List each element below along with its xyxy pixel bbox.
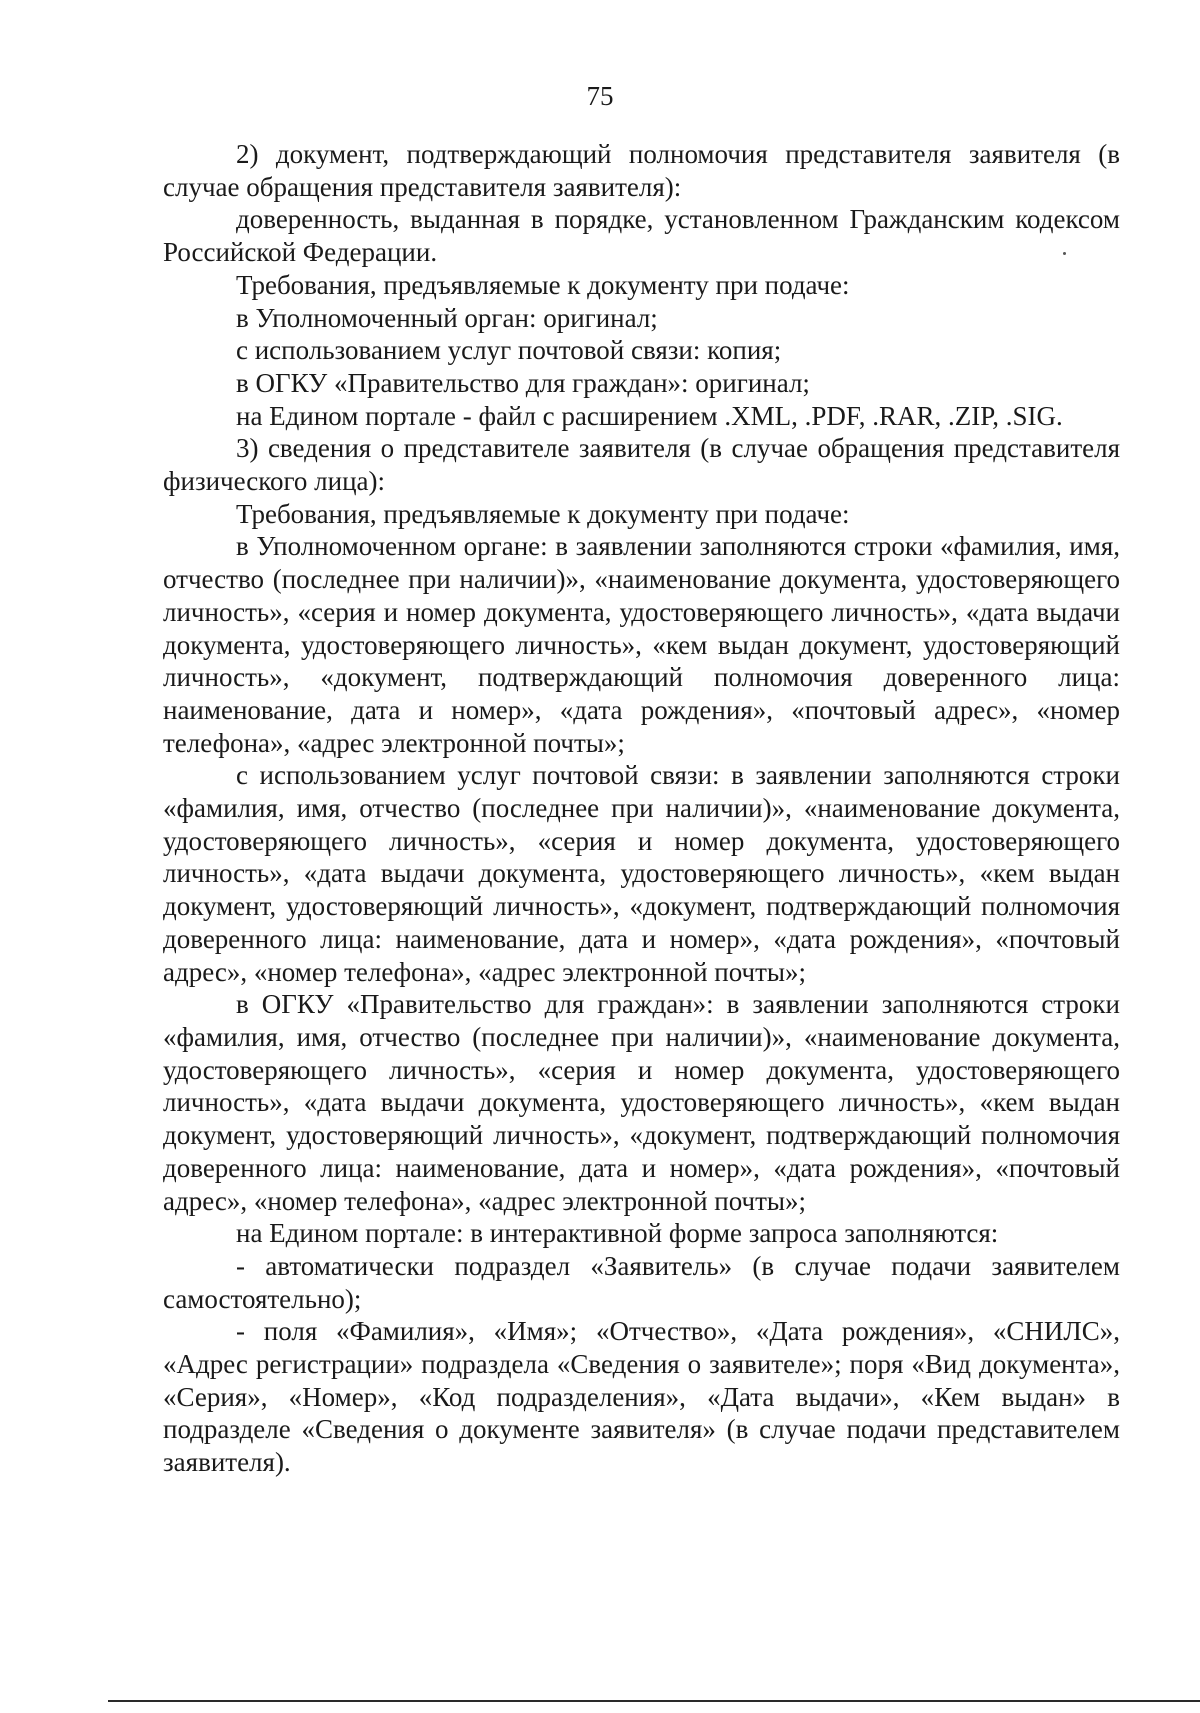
paragraph-authorized-body: в Уполномоченный орган: оригинал;	[236, 302, 658, 333]
paragraph-item-3: 3) сведения о представителе заявителя (в случае обращения представителя физического лица):	[163, 433, 1120, 497]
paragraph-ogku-fields: в ОГКУ «Правительство для граждан»: в заявлении заполняются строки «фамилия, имя, отчество (последнее при наличии)», «наименование документа, удостоверяющего личность», «серия и номер документа, удостоверяющего личность», «дата выдачи документа, удостоверяющего личность», «кем выдан документ, удостоверяющий личность», «документ, подтверждающий полномочия доверенного лица: наименование, дата и номер», «дата рождения», «почтовый адрес», «номер телефона», «адрес электронной почты»;	[163, 989, 1120, 1216]
paragraph-requirements-heading: Требования, предъявляемые к документу при подаче:	[236, 269, 850, 300]
paragraph-postal: с использованием услуг почтовой связи: копия;	[236, 335, 782, 366]
page-number: 75	[586, 81, 614, 111]
paragraph-form-fields: - поля «Фамилия», «Имя»; «Отчество», «Дата рождения», «СНИЛС», «Адрес регистрации» подраздела «Сведения о заявителе»; поря «Вид документа», «Серия», «Номер», «Код подразделения», «Дата выдачи», «Кем выдан» в подразделе «Сведения о документе заявителя» (в случае подачи представителем заявителя).	[163, 1316, 1120, 1478]
paragraph-power-of-attorney: доверенность, выданная в порядке, установленном Гражданским кодексом Российской Федерации.	[163, 204, 1120, 268]
document-body	[163, 138, 1120, 1479]
paragraph-authorized-body-fields: в Уполномоченном органе: в заявлении заполняются строки «фамилия, имя, отчество (последнее при наличии)», «наименование документа, удостоверяющего личность», «серия и номер документа, удостоверяющего личность», «дата выдачи документа, удостоверяющего личность», «кем выдан документ, удостоверяющий личность», «документ, подтверждающий полномочия доверенного лица: наименование, дата и номер», «дата рождения», «почтовый адрес», «номер телефона», «адрес электронной почты»;	[163, 531, 1120, 758]
paragraph-ogku: в ОГКУ «Правительство для граждан»: оригинал;	[236, 367, 810, 398]
paragraph-postal-fields: с использованием услуг почтовой связи: в заявлении заполняются строки «фамилия, имя, отчество (последнее при наличии)», «наименование документа, удостоверяющего личность», «серия и номер документа, удостоверяющего личность», «дата выдачи документа, удостоверяющего личность», «кем выдан документ, удостоверяющий личность», «документ, подтверждающий полномочия доверенного лица: наименование, дата и номер», «дата рождения», «почтовый адрес», «номер телефона», «адрес электронной почты»;	[163, 760, 1120, 987]
paragraph-unified-portal-files: на Едином портале - файл с расширением .XML, .PDF, .RAR, .ZIP, .SIG.	[236, 400, 1063, 431]
paragraph-requirements-heading-2: Требования, предъявляемые к документу при подаче:	[236, 498, 850, 529]
paragraph-auto-subsection: - автоматически подраздел «Заявитель» (в случае подачи заявителем самостоятельно);	[163, 1250, 1120, 1314]
paragraph-unified-portal-form: на Едином портале: в интерактивной форме запроса заполняются:	[236, 1218, 999, 1249]
paragraph-item-2: 2) документ, подтверждающий полномочия представителя заявителя (в случае обращения представителя заявителя):	[163, 139, 1120, 202]
bottom-rule	[108, 1700, 1200, 1702]
